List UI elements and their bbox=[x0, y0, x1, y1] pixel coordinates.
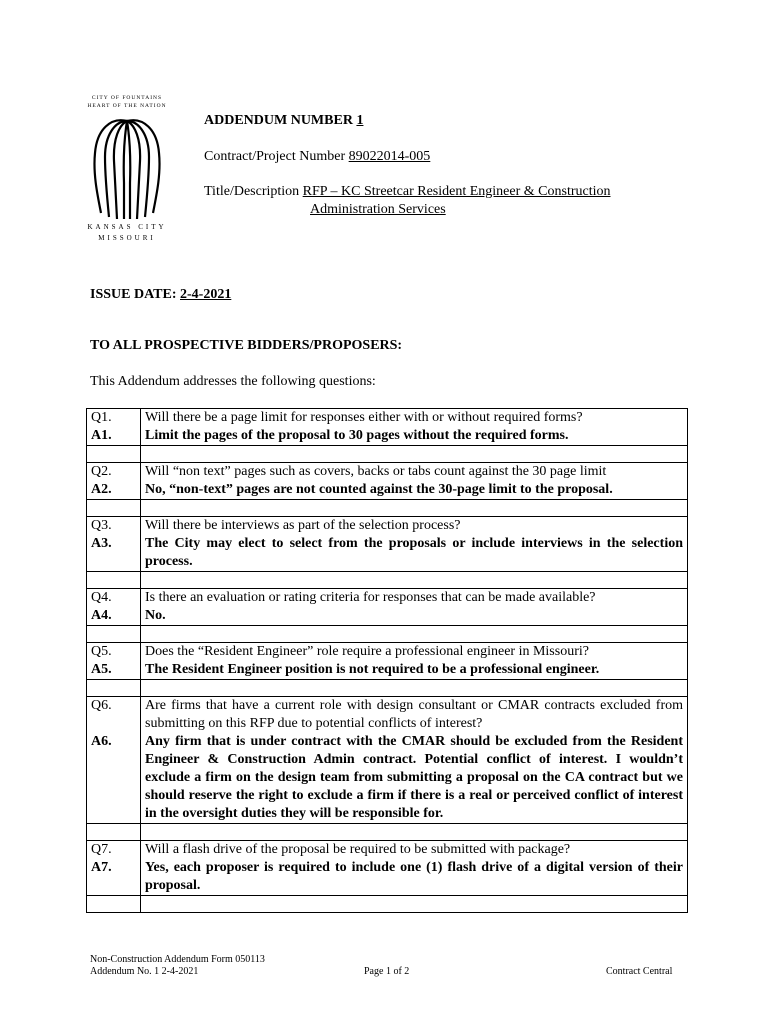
title-description-line bbox=[204, 183, 611, 201]
fountain-icon bbox=[87, 113, 167, 221]
question-label: Q2. bbox=[87, 463, 141, 482]
answer-text: Limit the pages of the proposal to 30 pages without the required forms. bbox=[141, 427, 688, 446]
contract-number-line bbox=[204, 148, 430, 166]
spacer-row bbox=[87, 824, 688, 841]
addendum-heading bbox=[204, 112, 363, 130]
footer-office: Contract Central bbox=[606, 966, 673, 977]
answer-row bbox=[87, 427, 688, 446]
answer-label: A4. bbox=[87, 607, 141, 626]
question-row bbox=[87, 697, 688, 734]
answer-row bbox=[87, 661, 688, 680]
question-label: Q7. bbox=[87, 841, 141, 860]
answer-row bbox=[87, 535, 688, 572]
question-row bbox=[87, 409, 688, 428]
answer-row bbox=[87, 607, 688, 626]
question-label: Q1. bbox=[87, 409, 141, 428]
issue-date-value: 2-4-2021 bbox=[180, 287, 232, 302]
title-text-line2: Administration Services bbox=[310, 202, 446, 217]
title-text-line1: RFP – KC Streetcar Resident Engineer & Construction bbox=[302, 184, 611, 199]
spacer-row bbox=[87, 680, 688, 697]
footer-addendum-ref: Addendum No. 1 2-4-2021 bbox=[90, 966, 199, 977]
answer-text: No, “non-text” pages are not counted against the 30-page limit to the proposal. bbox=[141, 481, 688, 500]
addendum-number: 1 bbox=[356, 113, 364, 128]
logo-tagline-1: CITY OF FOUNTAINS bbox=[91, 95, 163, 101]
answer-label: A3. bbox=[87, 535, 141, 572]
issue-date bbox=[90, 287, 231, 303]
question-row bbox=[87, 463, 688, 482]
answer-row bbox=[87, 859, 688, 896]
answer-label: A2. bbox=[87, 481, 141, 500]
spacer-row bbox=[87, 446, 688, 463]
logo-city-name: KANSAS CITY bbox=[87, 223, 167, 231]
question-row bbox=[87, 589, 688, 608]
question-text: Will “non text” pages such as covers, backs or tabs count against the 30 page limit bbox=[141, 463, 688, 482]
title-description-line2 bbox=[310, 201, 446, 219]
answer-row bbox=[87, 733, 688, 824]
answer-row bbox=[87, 481, 688, 500]
question-row bbox=[87, 643, 688, 662]
addendum-label: ADDENDUM NUMBER bbox=[204, 113, 357, 128]
answer-text: Yes, each proposer is required to include one (1) flash drive of a digital version of their proposal. bbox=[141, 859, 688, 896]
logo-state-name: MISSOURI bbox=[98, 234, 156, 242]
issue-date-label: ISSUE DATE: bbox=[90, 287, 180, 302]
spacer-row bbox=[87, 626, 688, 643]
intro-text: This Addendum addresses the following questions: bbox=[90, 374, 376, 389]
question-text: Are firms that have a current role with design consultant or CMAR contracts excluded from submitting on this RFP due to potential conflicts of interest? bbox=[141, 697, 688, 734]
footer-form-name: Non-Construction Addendum Form 050113 bbox=[90, 954, 265, 965]
question-label: Q6. bbox=[87, 697, 141, 734]
answer-text: Any firm that is under contract with the CMAR should be excluded from the Resident Engineer & Construction Admin contract. Potential conflict of interest. I wouldn’t exclude a firm on the design team from submitting a proposal on the CA contract but we should reserve the right to exclude a firm if there is a real or perceived conflict of interest in the oversight duties they will be responsible for. bbox=[141, 733, 688, 824]
contract-number: 89022014-005 bbox=[348, 149, 431, 164]
kansas-city-logo bbox=[82, 95, 172, 245]
qa-table bbox=[86, 408, 688, 913]
answer-label: A5. bbox=[87, 661, 141, 680]
footer-page-number: Page 1 of 2 bbox=[364, 966, 410, 977]
spacer-row bbox=[87, 500, 688, 517]
logo-tagline-2: HEART OF THE NATION bbox=[87, 103, 167, 109]
question-text: Will there be interviews as part of the selection process? bbox=[141, 517, 688, 536]
answer-text: The Resident Engineer position is not required to be a professional engineer. bbox=[141, 661, 688, 680]
answer-label: A6. bbox=[87, 733, 141, 824]
question-label: Q5. bbox=[87, 643, 141, 662]
answer-label: A1. bbox=[87, 427, 141, 446]
spacer-row bbox=[87, 572, 688, 589]
question-label: Q4. bbox=[87, 589, 141, 608]
answer-text: No. bbox=[141, 607, 688, 626]
question-row bbox=[87, 841, 688, 860]
footer-left bbox=[90, 954, 265, 978]
question-text: Will a flash drive of the proposal be required to be submitted with package? bbox=[141, 841, 688, 860]
answer-label: A7. bbox=[87, 859, 141, 896]
question-text: Does the “Resident Engineer” role require a professional engineer in Missouri? bbox=[141, 643, 688, 662]
title-label: Title/Description bbox=[204, 184, 303, 199]
question-label: Q3. bbox=[87, 517, 141, 536]
question-text: Will there be a page limit for responses either with or without required forms? bbox=[141, 409, 688, 428]
question-row bbox=[87, 517, 688, 536]
spacer-row bbox=[87, 896, 688, 913]
recipients-heading: TO ALL PROSPECTIVE BIDDERS/PROPOSERS: bbox=[90, 338, 403, 353]
question-text: Is there an evaluation or rating criteria for responses that can be made available? bbox=[141, 589, 688, 608]
contract-label: Contract/Project Number bbox=[204, 149, 349, 164]
answer-text: The City may elect to select from the proposals or include interviews in the selection process. bbox=[141, 535, 688, 572]
